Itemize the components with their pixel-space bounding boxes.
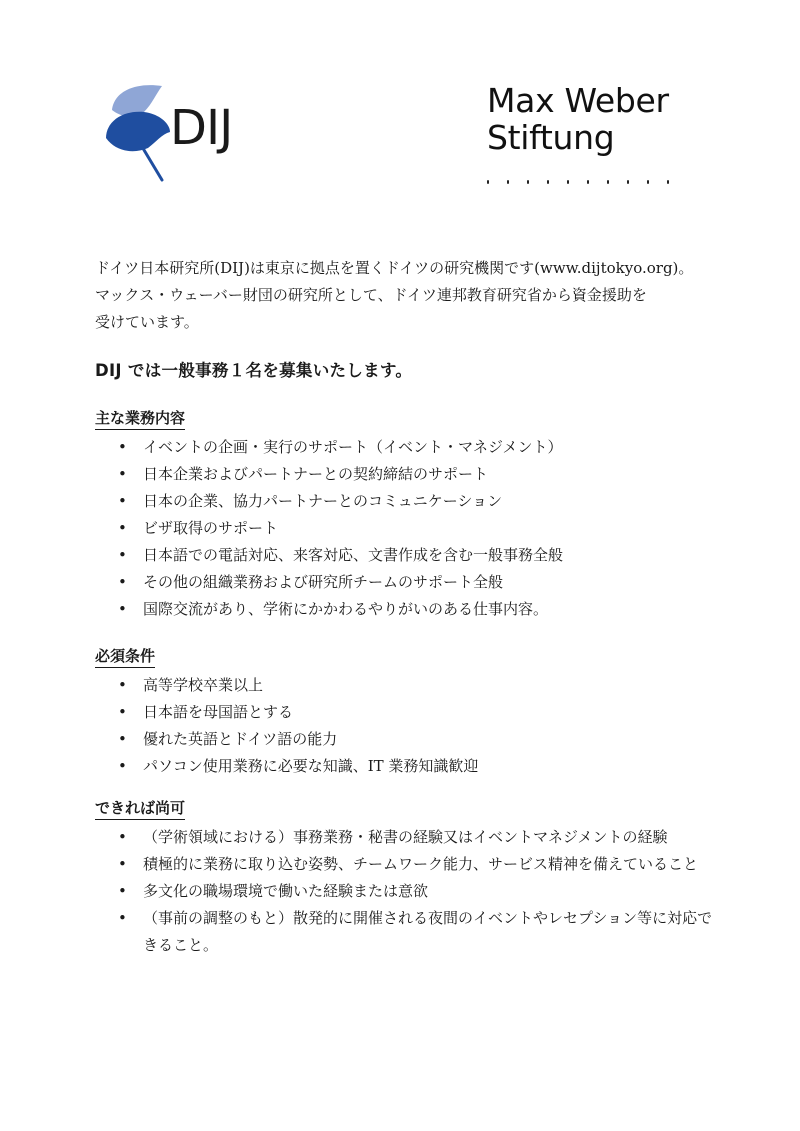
mws-logo-line-2: Stiftung <box>487 118 615 157</box>
list-item-text: （事前の調整のもと）散発的に開催される夜間のイベントやレセプション等に対応できること。 <box>143 909 713 954</box>
list-item-text: 優れた英語とドイツ語の能力 <box>143 730 338 748</box>
bullet-icon: • <box>118 757 127 775</box>
bullet-icon: • <box>118 828 127 846</box>
mws-logo-line-1: Max Weber <box>487 81 669 120</box>
list-item <box>95 726 715 753</box>
list-item <box>95 461 715 488</box>
bullet-icon: • <box>118 465 127 483</box>
mws-logo-dots <box>487 180 687 184</box>
list-item-text: 日本語での電話対応、来客対応、文書作成を含む一般事務全般 <box>143 546 564 564</box>
list-item-text: 多文化の職場環境で働いた経験または意欲 <box>143 882 429 900</box>
preferred-list <box>95 824 715 959</box>
list-item <box>95 699 715 726</box>
list-item-text: パソコン使用業務に必要な知識、IT 業務知識歓迎 <box>143 757 479 775</box>
intro-paragraph <box>95 255 735 336</box>
job-headline: DIJ では一般事務１名を募集いたします。 <box>95 361 413 380</box>
list-item <box>95 905 715 959</box>
max-weber-stiftung-logo <box>487 82 687 184</box>
list-item <box>95 515 715 542</box>
ginkgo-leaf-light <box>112 85 162 116</box>
mws-dot <box>567 180 569 184</box>
list-item-text: その他の組織業務および研究所チームのサポート全般 <box>143 573 504 591</box>
mws-dot <box>527 180 529 184</box>
bullet-icon: • <box>118 703 127 721</box>
list-item <box>95 542 715 569</box>
list-item-text: 日本の企業、協力パートナーとのコミュニケーション <box>143 492 503 510</box>
mws-dot <box>507 180 509 184</box>
mws-dot <box>487 180 489 184</box>
bullet-icon: • <box>118 438 127 456</box>
bullet-icon: • <box>118 909 127 927</box>
list-item <box>95 753 715 780</box>
bullet-icon: • <box>118 546 127 564</box>
dij-logo-text: DIJ <box>170 100 233 156</box>
section-requirements <box>95 645 715 780</box>
mws-dot <box>627 180 629 184</box>
bullet-icon: • <box>118 855 127 873</box>
list-item-text: （学術領域における）事務業務・秘書の経験又はイベントマネジメントの経験 <box>143 828 668 846</box>
mws-dot <box>667 180 669 184</box>
bullet-icon: • <box>118 492 127 510</box>
requirements-list <box>95 672 715 780</box>
list-item-text: 積極的に業務に取り込む姿勢、チームワーク能力、サービス精神を備えていること <box>143 855 699 873</box>
mws-dot <box>607 180 609 184</box>
ginkgo-leaf-icon <box>104 80 174 184</box>
mws-dot <box>647 180 649 184</box>
list-item-text: 高等学校卒業以上 <box>143 676 264 694</box>
section-title: できれば尚可 <box>95 797 185 820</box>
list-item <box>95 488 715 515</box>
section-title: 主な業務内容 <box>95 407 185 430</box>
duties-list <box>95 434 715 623</box>
list-item <box>95 434 715 461</box>
mws-dot <box>587 180 589 184</box>
bullet-icon: • <box>118 730 127 748</box>
bullet-icon: • <box>118 600 127 618</box>
bullet-icon: • <box>118 573 127 591</box>
intro-line-2: マックス・ウェーバー財団の研究所として、ドイツ連邦教育研究省から資金援助を <box>95 286 647 304</box>
section-preferred <box>95 797 715 959</box>
section-main-duties <box>95 407 715 623</box>
bullet-icon: • <box>118 882 127 900</box>
bullet-icon: • <box>118 676 127 694</box>
list-item-text: ビザ取得のサポート <box>143 519 279 537</box>
intro-line-3: 受けています。 <box>95 313 199 331</box>
section-title: 必須条件 <box>95 645 155 668</box>
list-item <box>95 672 715 699</box>
list-item <box>95 569 715 596</box>
bullet-icon: • <box>118 519 127 537</box>
list-item-text: イベントの企画・実行のサポート（イベント・マネジメント） <box>143 438 563 456</box>
list-item <box>95 596 715 623</box>
list-item <box>95 878 715 905</box>
list-item-text: 日本企業およびパートナーとの契約締結のサポート <box>143 465 489 483</box>
dij-logo <box>104 80 264 184</box>
intro-line-1: ドイツ日本研究所(DIJ)は東京に拠点を置くドイツの研究機関です(www.dijtokyo.org)。 <box>95 259 694 277</box>
mws-dot <box>547 180 549 184</box>
list-item-text: 日本語を母国語とする <box>143 703 294 721</box>
list-item <box>95 851 715 878</box>
list-item-text: 国際交流があり、学術にかかわるやりがいのある仕事内容。 <box>143 600 549 618</box>
list-item <box>95 824 715 851</box>
ginkgo-leaf-dark <box>106 112 170 151</box>
